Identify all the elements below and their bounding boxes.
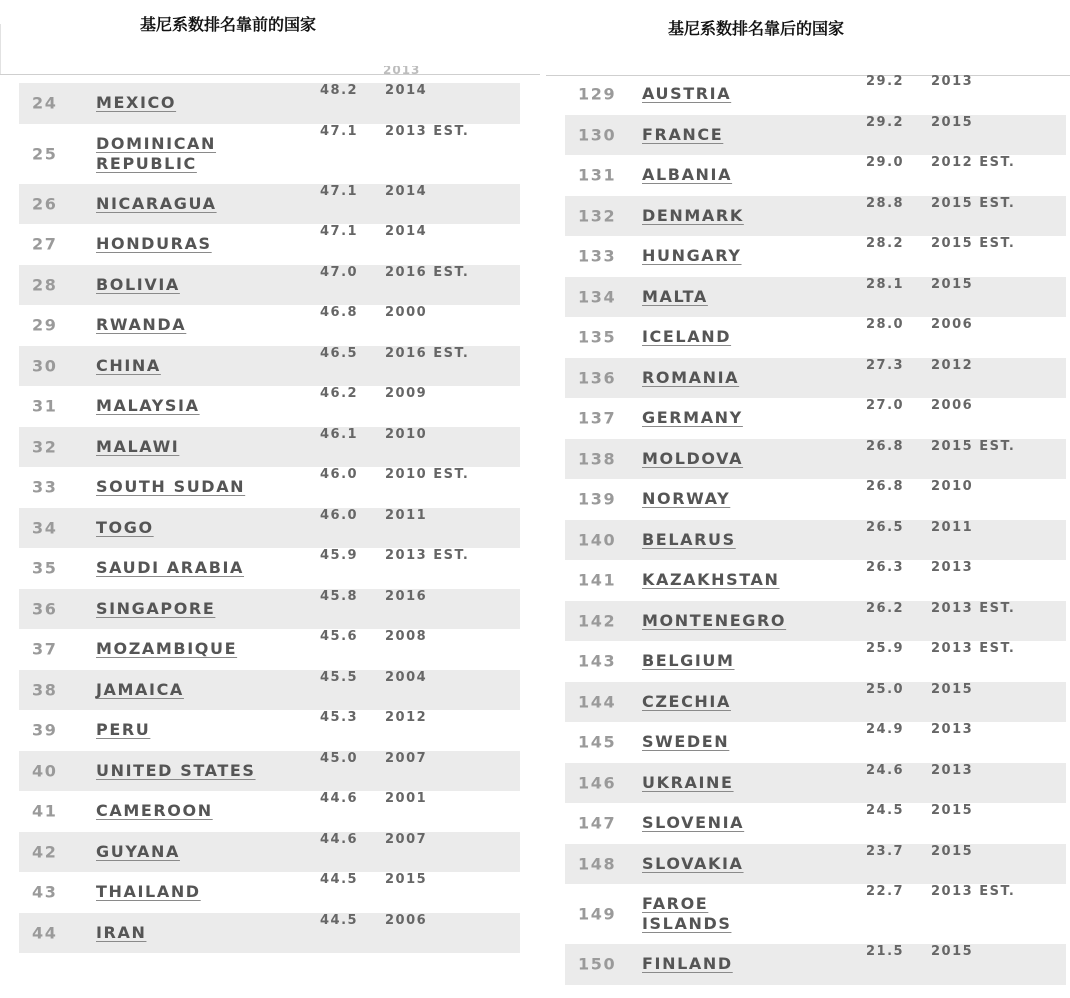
rank-cell: 41 [32,801,58,821]
rank-cell: 148 [578,854,617,874]
gini-value-cell: 24.6 [866,762,905,778]
country-link[interactable]: SINGAPORE [96,598,216,618]
country-link[interactable]: PERU [96,720,151,740]
year-cell: 2012 [931,357,974,373]
country-link[interactable]: TOGO [96,517,154,537]
country-link[interactable]: JAMAICA [96,679,184,699]
gini-value-cell: 46.0 [320,467,359,482]
gini-value-cell: 48.2 [320,83,359,98]
country-link[interactable]: SOUTH SUDAN [96,477,246,497]
rank-cell: 26 [32,194,58,214]
table-row [19,346,520,387]
gini-value-cell: 46.8 [320,305,359,320]
year-cell: 2012 [385,710,428,725]
table-row [565,944,1066,985]
gini-value-cell: 47.1 [320,224,359,239]
year-cell: 2013 [931,560,974,575]
gini-value-cell: 45.5 [320,669,359,685]
country-link[interactable]: BELARUS [642,529,736,549]
right-panel-title: 基尼系数排名靠后的国家 [668,19,845,38]
gini-value-cell: 26.8 [866,479,905,494]
table-row [19,265,520,306]
country-link[interactable]: MALTA [642,286,708,306]
table-row [19,751,520,792]
rank-cell: 136 [578,368,617,388]
rank-cell: 25 [32,144,58,163]
gini-value-cell: 26.8 [866,438,905,454]
year-cell: 2013 [931,74,974,89]
gini-value-cell: 26.3 [866,560,905,575]
left-panel-title: 基尼系数排名靠前的国家 [140,15,317,34]
table-row [565,601,1066,642]
rank-cell: 29 [32,315,58,335]
year-cell: 2014 [385,183,428,199]
rank-cell: 137 [578,408,617,428]
rank-cell: 141 [578,570,617,590]
country-link[interactable]: THAILAND [96,882,201,902]
year-cell: 2000 [385,305,428,320]
rank-cell: 40 [32,761,58,781]
table-row [565,115,1066,156]
rank-cell: 149 [578,904,617,924]
country-link[interactable]: MOLDOVA [642,448,744,468]
rank-cell: 150 [578,954,617,974]
table-row [565,682,1066,723]
rank-cell: 43 [32,882,58,902]
year-cell: 2010 [385,426,428,442]
year-cell: 2010 [931,479,974,494]
year-cell: 2015 EST. [931,236,1016,251]
country-link[interactable]: DENMARK [642,205,744,225]
country-link[interactable]: FRANCE [642,124,724,144]
table-row [19,589,520,630]
gini-value-cell: 29.0 [866,155,905,170]
rank-cell: 27 [32,234,58,254]
year-cell: 2014 [385,83,428,98]
gini-value-cell: 21.5 [866,944,905,959]
rank-cell: 135 [578,327,617,347]
country-link[interactable]: SLOVAKIA [642,853,744,873]
year-cell: 2011 [385,507,428,523]
right-ranking-table [565,74,1066,985]
gini-value-cell: 28.1 [866,276,905,292]
country-link[interactable]: SWEDEN [642,732,730,752]
gini-value-cell: 46.5 [320,345,359,361]
rank-cell: 142 [578,611,617,631]
country-link[interactable]: FINLAND [642,954,733,974]
country-link[interactable]: FAROE ISLANDS [642,894,732,933]
year-cell: 2015 [931,843,974,859]
year-cell: 2013 EST. [385,123,470,139]
year-cell: 2004 [385,669,428,685]
table-row [19,83,520,124]
table-row [565,560,1066,601]
rank-cell: 30 [32,356,58,376]
country-link[interactable]: RWANDA [96,315,187,335]
year-cell: 2006 [931,398,974,413]
table-row [565,317,1066,358]
rank-cell: 42 [32,842,58,862]
table-row [19,508,520,549]
year-cell: 2006 [931,317,974,332]
rank-cell: 31 [32,396,58,416]
table-row [19,305,520,346]
table-row [565,479,1066,520]
rank-cell: 146 [578,773,617,793]
rank-cell: 38 [32,680,58,700]
gini-value-cell: 46.1 [320,426,359,442]
table-row [19,184,520,225]
gini-value-cell: 27.0 [866,398,905,413]
table-row [19,124,520,184]
gini-value-cell: 25.9 [866,641,905,656]
gini-value-cell: 46.0 [320,507,359,523]
country-link[interactable]: MONTENEGRO [642,610,787,630]
table-row [19,629,520,670]
year-cell: 2007 [385,831,428,847]
country-link[interactable]: ALBANIA [642,165,733,185]
country-link[interactable]: SLOVENIA [642,813,745,833]
year-cell: 2015 [385,872,428,887]
table-row [565,803,1066,844]
year-cell: 2015 [931,114,974,130]
rank-cell: 39 [32,720,58,740]
gini-value-cell: 45.3 [320,710,359,725]
rank-cell: 34 [32,518,58,538]
gini-value-cell: 47.1 [320,183,359,199]
year-cell: 2013 [931,722,974,737]
rank-cell: 139 [578,489,617,509]
gini-value-cell: 28.8 [866,195,905,211]
country-link[interactable]: GERMANY [642,408,743,428]
table-row [19,548,520,589]
gini-value-cell: 26.5 [866,519,905,535]
gini-value-cell: 23.7 [866,843,905,859]
rank-cell: 44 [32,923,58,943]
rank-cell: 138 [578,449,617,469]
year-cell: 2014 [385,224,428,239]
year-cell: 2016 EST. [385,264,470,280]
country-link[interactable]: MOZAMBIQUE [96,639,238,659]
country-link[interactable]: CHINA [96,355,161,375]
country-link[interactable]: MEXICO [96,93,177,113]
table-row [19,913,520,954]
rank-cell: 132 [578,206,617,226]
gini-value-cell: 22.7 [866,884,905,899]
rank-cell: 145 [578,732,617,752]
year-cell: 2011 [931,519,974,535]
table-row [565,884,1066,944]
country-link[interactable]: BELGIUM [642,651,735,671]
year-cell: 2015 [931,276,974,292]
country-link[interactable]: ROMANIA [642,367,740,387]
country-link[interactable]: UKRAINE [642,772,734,792]
table-row [565,236,1066,277]
table-row [19,832,520,873]
gini-value-cell: 28.2 [866,236,905,251]
country-link[interactable]: IRAN [96,922,147,942]
table-row [565,74,1066,115]
table-row [19,710,520,751]
table-row [19,872,520,913]
country-link[interactable]: NORWAY [642,489,731,509]
country-link[interactable]: DOMINICAN REPUBLIC [96,133,217,173]
rank-cell: 131 [578,165,617,185]
rank-cell: 37 [32,639,58,659]
rank-cell: 36 [32,599,58,619]
table-row [19,224,520,265]
gini-value-cell: 24.9 [866,722,905,737]
gini-value-cell: 25.0 [866,681,905,697]
table-row [565,277,1066,318]
rank-cell: 143 [578,651,617,671]
gini-value-cell: 45.8 [320,588,359,604]
country-link[interactable]: HUNGARY [642,246,742,266]
rank-cell: 24 [32,93,58,113]
year-cell: 2006 [385,912,428,928]
year-cell: 2001 [385,791,428,806]
rank-cell: 28 [32,275,58,295]
rank-cell: 133 [578,246,617,266]
country-link[interactable]: UNITED STATES [96,760,256,780]
year-cell: 2013 EST. [385,548,470,563]
year-cell: 2007 [385,750,428,766]
country-link[interactable]: SAUDI ARABIA [96,558,245,578]
gini-value-cell: 29.2 [866,114,905,130]
table-row [19,791,520,832]
left-ranking-table [19,83,520,953]
table-row [565,763,1066,804]
gini-value-cell: 24.5 [866,803,905,818]
table-row [565,722,1066,763]
year-cell: 2010 EST. [385,467,470,482]
year-cell: 2013 [931,762,974,778]
year-cell: 2013 EST. [931,641,1016,656]
year-cell: 2015 EST. [931,195,1016,211]
country-link[interactable]: ICELAND [642,327,732,347]
year-cell: 2012 EST. [931,155,1016,170]
gini-value-cell: 28.0 [866,317,905,332]
country-link[interactable]: MALAWI [96,436,180,456]
rank-cell: 33 [32,477,58,497]
table-row [565,844,1066,885]
rank-cell: 140 [578,530,617,550]
year-cell: 2013 EST. [931,884,1016,899]
gini-value-cell: 27.3 [866,357,905,373]
year-cell: 2015 [931,944,974,959]
gini-value-cell: 47.0 [320,264,359,280]
gini-value-cell: 46.2 [320,386,359,401]
country-link[interactable]: HONDURAS [96,234,212,254]
clipped-year-text: 2013 [383,66,421,74]
gini-value-cell: 29.2 [866,74,905,89]
country-link[interactable]: AUSTRIA [642,84,732,104]
year-cell: 2015 EST. [931,438,1016,454]
table-row [565,358,1066,399]
rank-cell: 147 [578,813,617,833]
table-row [565,439,1066,480]
year-cell: 2015 [931,681,974,697]
country-link[interactable]: MALAYSIA [96,396,200,416]
table-row [565,196,1066,237]
table-row [565,641,1066,682]
gini-value-cell: 26.2 [866,600,905,616]
rank-cell: 35 [32,558,58,578]
year-cell: 2016 [385,588,428,604]
gini-value-cell: 44.5 [320,912,359,928]
country-link[interactable]: CZECHIA [642,691,731,711]
table-row [19,386,520,427]
country-link[interactable]: BOLIVIA [96,274,180,294]
table-row [565,398,1066,439]
year-cell: 2016 EST. [385,345,470,361]
gini-value-cell: 45.0 [320,750,359,766]
year-cell: 2008 [385,629,428,644]
rank-cell: 129 [578,84,617,104]
table-row [19,427,520,468]
gini-value-cell: 45.9 [320,548,359,563]
country-link[interactable]: KAZAKHSTAN [642,570,780,590]
year-cell: 2013 EST. [931,600,1016,616]
country-link[interactable]: CAMEROON [96,801,213,821]
gini-value-cell: 44.5 [320,872,359,887]
year-cell: 2015 [931,803,974,818]
gini-value-cell: 45.6 [320,629,359,644]
country-link[interactable]: NICARAGUA [96,193,217,213]
country-link[interactable]: GUYANA [96,841,180,861]
rank-cell: 144 [578,692,617,712]
gini-value-cell: 47.1 [320,123,359,139]
rank-cell: 134 [578,287,617,307]
table-row [565,520,1066,561]
rank-cell: 130 [578,125,617,145]
gini-value-cell: 44.6 [320,791,359,806]
rank-cell: 32 [32,437,58,457]
gini-value-cell: 44.6 [320,831,359,847]
table-row [565,155,1066,196]
table-row [19,467,520,508]
year-cell: 2009 [385,386,428,401]
table-row [19,670,520,711]
